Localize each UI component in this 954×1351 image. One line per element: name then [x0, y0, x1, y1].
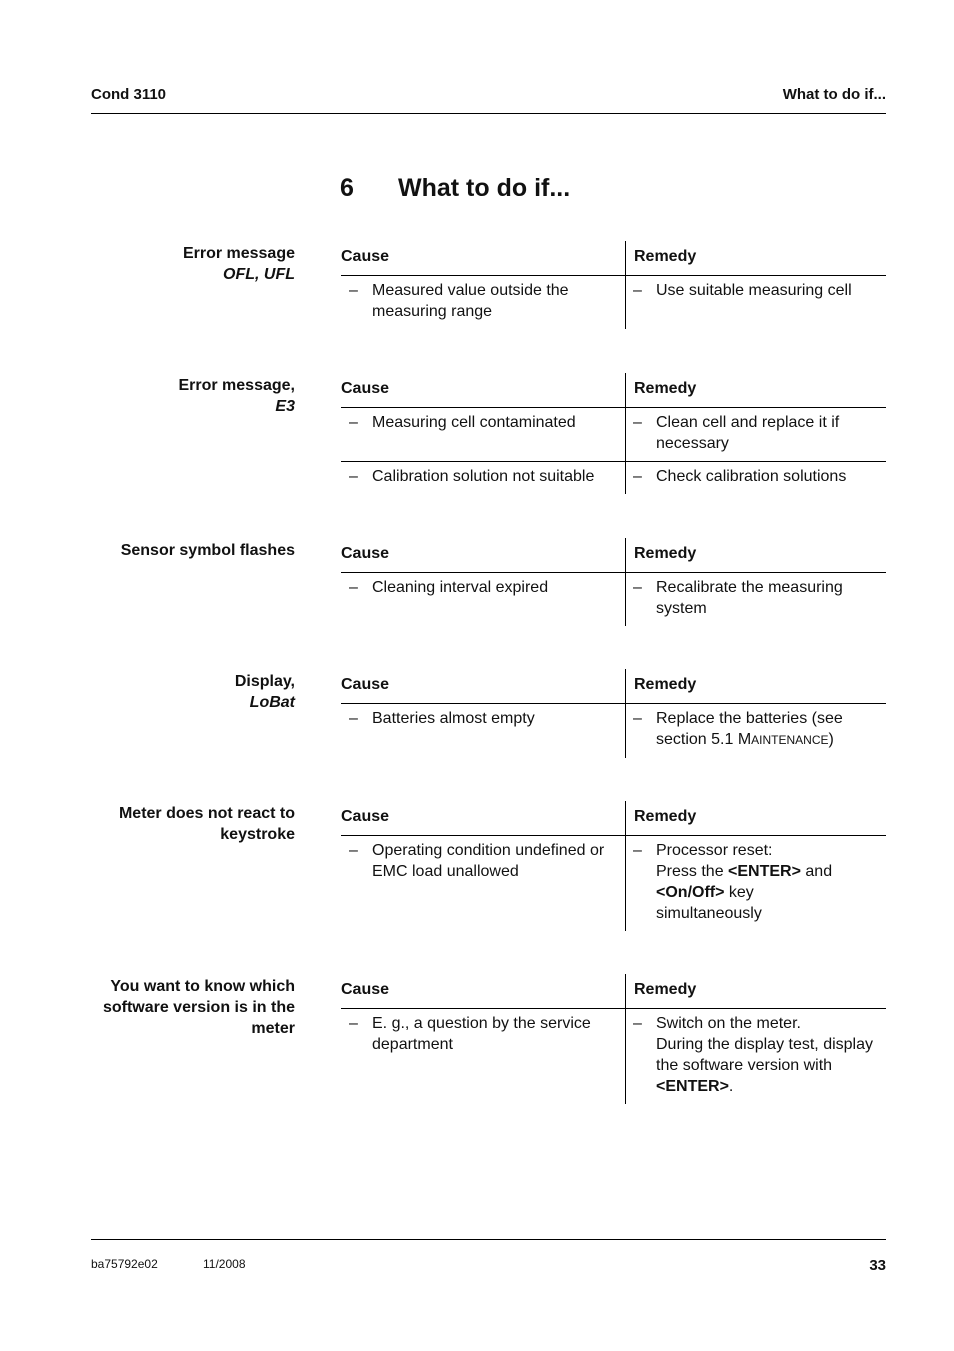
section-label: Sensor symbol flashes — [120, 542, 295, 559]
running-header-right: What to do if... — [782, 86, 886, 103]
remedy-header: Remedy — [625, 373, 886, 407]
table-row — [341, 1009, 886, 1104]
cause-remedy-table — [341, 241, 886, 329]
remedy-header: Remedy — [625, 974, 886, 1008]
section-label: Error message OFL, UFL — [182, 245, 295, 283]
page-number: 33 — [869, 1257, 886, 1274]
table-row — [341, 704, 886, 758]
onoff-key-label: <On/Off> — [656, 884, 725, 901]
cause-cell: – Measuring cell contaminated — [349, 414, 576, 431]
footer-rule — [91, 1239, 886, 1240]
table-header — [341, 801, 886, 836]
section-label: You want to know which software version is in the meter — [102, 978, 295, 1037]
cause-cell: – Cleaning interval expired — [349, 579, 549, 596]
remedy-header: Remedy — [625, 241, 886, 275]
enter-key-label: <ENTER> — [728, 863, 801, 880]
table-row — [341, 408, 886, 461]
table-row — [341, 276, 886, 329]
cause-remedy-table — [341, 669, 886, 758]
cause-header: Cause — [341, 808, 390, 825]
section-label: Error message, E3 — [178, 377, 295, 415]
chapter-heading: What to do if... — [398, 174, 571, 202]
table-header — [341, 538, 886, 573]
cause-remedy-table — [341, 538, 886, 626]
cause-cell: – Operating condition undefined or EMC load unallowed — [349, 842, 605, 880]
cause-cell: – Calibration solution not suitable — [349, 468, 595, 485]
table-header — [341, 373, 886, 408]
cause-cell: – Batteries almost empty — [349, 710, 535, 727]
cause-header: Cause — [341, 545, 390, 562]
footer-doc-number: ba75792e02 — [91, 1257, 158, 1271]
running-header-left: Cond 3110 — [91, 86, 167, 103]
table-row — [341, 461, 886, 494]
cause-remedy-table — [341, 801, 886, 931]
header-rule — [91, 113, 886, 114]
remedy-header: Remedy — [625, 801, 886, 835]
remedy-cell: – Clean cell and replace it if necessary — [625, 408, 886, 461]
remedy-header: Remedy — [625, 538, 886, 572]
remedy-cell: – Replace the batteries (see section 5.1 MAINTENANCE) — [625, 704, 886, 758]
cause-header: Cause — [341, 380, 390, 397]
enter-key-label: <ENTER> — [656, 1078, 729, 1095]
table-row — [341, 836, 886, 931]
table-header — [341, 241, 886, 276]
table-header — [341, 669, 886, 704]
remedy-cell: – Switch on the meter. During the display test, display the software version with <ENTER>. — [625, 1009, 886, 1104]
remedy-cell: – Recalibrate the measuring system — [625, 573, 886, 626]
cause-header: Cause — [341, 981, 390, 998]
cause-remedy-table — [341, 974, 886, 1104]
cause-cell: – E. g., a question by the service department — [349, 1015, 591, 1053]
cause-cell: – Measured value outside the measuring range — [349, 282, 569, 320]
table-row — [341, 573, 886, 626]
remedy-header: Remedy — [625, 669, 886, 703]
section-label: Meter does not react to keystroke — [118, 805, 295, 843]
section-label: Display, LoBat — [234, 673, 295, 711]
footer-date: 11/2008 — [203, 1257, 246, 1271]
cause-header: Cause — [341, 676, 390, 693]
cause-remedy-table — [341, 373, 886, 494]
table-header — [341, 974, 886, 1009]
chapter-title — [340, 174, 570, 203]
remedy-cell: – Processor reset: Press the <ENTER> and <On/Off> key simultaneously — [625, 836, 886, 931]
remedy-cell: – Use suitable measuring cell — [625, 276, 886, 329]
remedy-cell: – Check calibration solutions — [625, 462, 886, 494]
chapter-number: 6 — [340, 174, 354, 202]
cause-header: Cause — [341, 248, 390, 265]
